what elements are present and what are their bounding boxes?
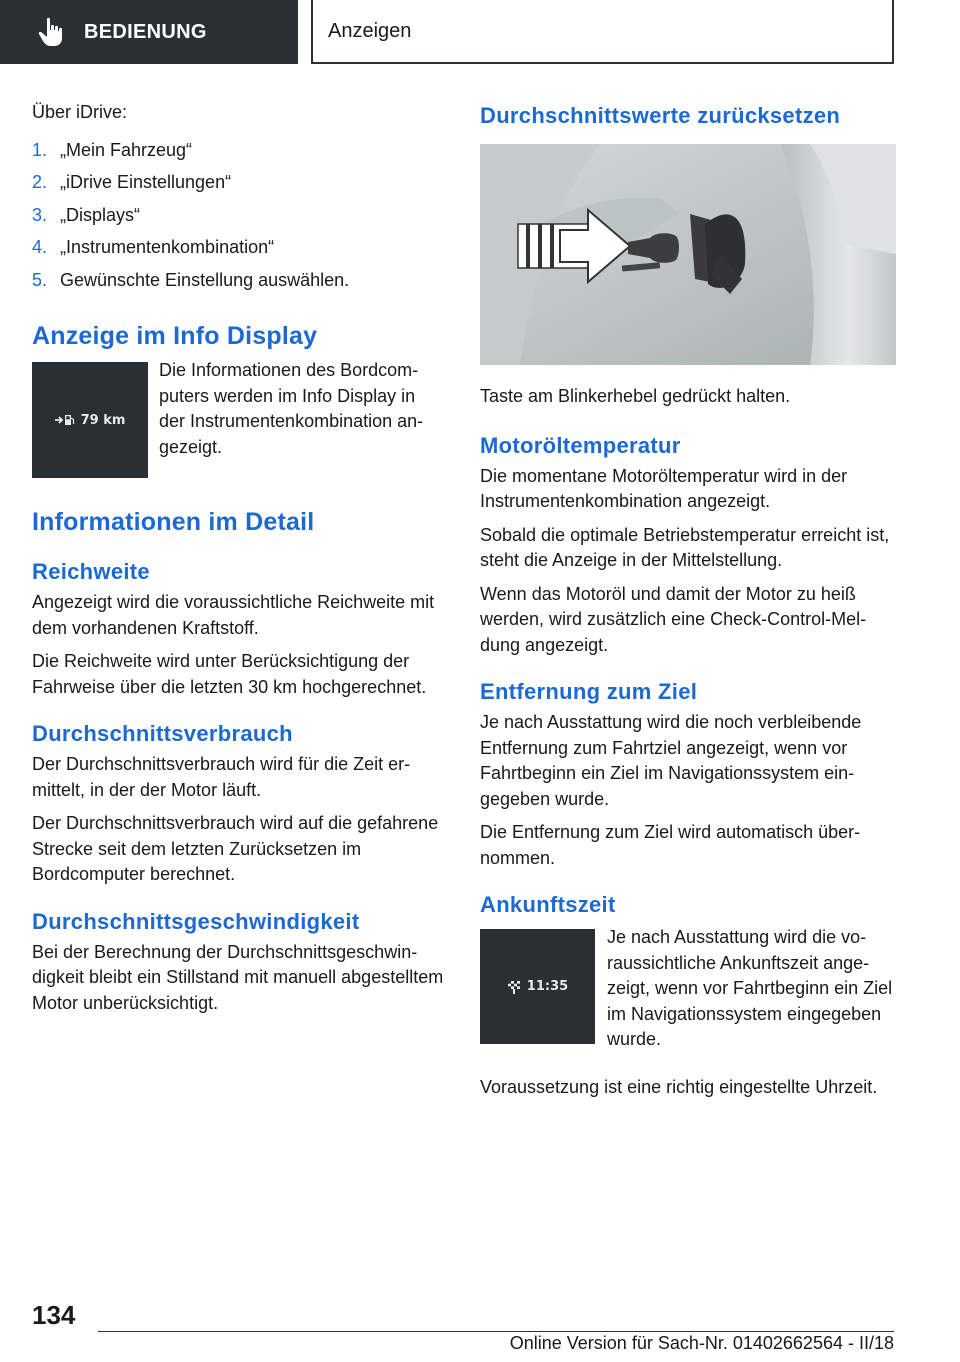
range-display-value: 79 km [80, 412, 126, 428]
chapter-header [311, 0, 894, 64]
footer-version: Online Version für Sach-Nr. 01402662564 - II/18 [509, 1333, 894, 1353]
fuel-range-icon [55, 414, 75, 426]
avg-consumption-paragraph-1: Der Durchschnittsverbrauch wird für die Zeit ermittelt, in der der Motor läuft. [32, 754, 411, 800]
idrive-steps-list [32, 134, 446, 297]
step-text: Gewünschte Einstellung auswählen. [60, 269, 350, 290]
distance-paragraph-1: Je nach Ausstattung wird die noch verbleibende Entfernung zum Fahrtziel angezeigt, wenn vor Fahrtbeginn ein Ziel im Navigationssystem eingegeben wurde. [480, 712, 862, 809]
arrival-heading: Ankunftszeit [480, 892, 616, 917]
hand-pointer-icon [36, 15, 70, 49]
arrival-paragraph-2: Voraussetzung ist eine richtig eingestellte Uhrzeit. [480, 1076, 878, 1097]
right-column [480, 100, 896, 1108]
avg-speed-heading: Durchschnittsgeschwindigkeit [32, 908, 360, 934]
footer-divider [98, 1331, 894, 1332]
intro-text: Über iDrive: [32, 102, 128, 122]
arrival-display-image [480, 929, 595, 1044]
list-item [32, 166, 446, 199]
oil-temp-paragraph-2: Sobald die optimale Betriebstemperatur erreicht ist, steht die Anzeige in der Mittelstellung. [480, 524, 890, 570]
list-item [32, 231, 446, 264]
distance-heading: Entfernung zum Ziel [480, 679, 698, 704]
range-paragraph-2: Die Reichweite wird unter Berücksichtigung der Fahrweise über die letzten 30 km hochgerechnet. [32, 651, 427, 697]
range-heading: Reichweite [32, 559, 150, 584]
step-number: 3. [32, 204, 48, 225]
step-number: 1. [32, 139, 48, 160]
step-text: „Instrumentenkombination“ [60, 237, 275, 257]
avg-consumption-paragraph-2: Der Durchschnittsverbrauch wird auf die gefahrene Strecke seit dem letzten Zurücksetzen im Bordcomputer berechnet. [32, 813, 439, 884]
info-display-text: Die Informationen des Bordcomputers werden im Info Display in der Instrumentenkombination angezeigt. [159, 360, 424, 457]
destination-flag-icon [507, 980, 521, 994]
left-column [32, 100, 446, 1024]
step-number: 5. [32, 269, 48, 290]
arrival-text: Je nach Ausstattung wird die voraussichtliche Ankunftszeit angezeigt, wenn vor Fahrtbeginn ein Ziel im Navigationssystem eingegeben wurde. [607, 927, 893, 1049]
distance-paragraph-2: Die Entfernung zum Ziel wird automatisch übernommen. [480, 822, 861, 868]
oil-temp-heading: Motoröltemperatur [480, 432, 681, 458]
list-item [32, 199, 446, 232]
chapter-title: Anzeigen [328, 19, 412, 42]
step-number: 2. [32, 172, 48, 192]
reset-caption: Taste am Blinkerhebel gedrückt halten. [480, 386, 791, 406]
avg-consumption-heading: Durchschnittsverbrauch [32, 721, 293, 746]
avg-speed-paragraph-1: Bei der Berechnung der Durchschnittsgeschwindigkeit bleibt ein Stillstand mit manuell abgestelltem Motor unberücksichtigt. [32, 941, 444, 1013]
info-display-section [32, 362, 446, 478]
step-text: „Mein Fahrzeug“ [60, 139, 193, 160]
range-display-image [32, 362, 148, 478]
oil-temp-paragraph-1: Die momentane Motoröltemperatur wird in der Instrumentenkombination angezeigt. [480, 465, 848, 511]
page-number: 134 [32, 1300, 76, 1330]
range-paragraph-1: Angezeigt wird die voraussichtliche Reichweite mit dem vorhandenen Kraftstoff. [32, 592, 435, 638]
list-item [32, 134, 446, 167]
step-text: „iDrive Einstellungen“ [60, 172, 232, 192]
arrival-display-value: 11:35 [526, 979, 569, 994]
step-text: „Displays“ [60, 204, 141, 225]
list-item [32, 264, 446, 297]
info-display-heading: Anzeige im Info Display [32, 322, 318, 350]
section-tab [0, 0, 298, 64]
arrival-section [480, 929, 896, 1061]
turn-signal-lever-image [480, 144, 896, 365]
oil-temp-paragraph-3: Wenn das Motoröl und damit der Motor zu heiß werden, wird zusätzlich eine Check-Control-Meldung angezeigt. [480, 583, 867, 655]
step-number: 4. [32, 237, 48, 257]
reset-heading: Durchschnittswerte zurücksetzen [480, 103, 841, 128]
details-heading: Informationen im Detail [32, 508, 315, 536]
section-title: BEDIENUNG [84, 20, 207, 43]
